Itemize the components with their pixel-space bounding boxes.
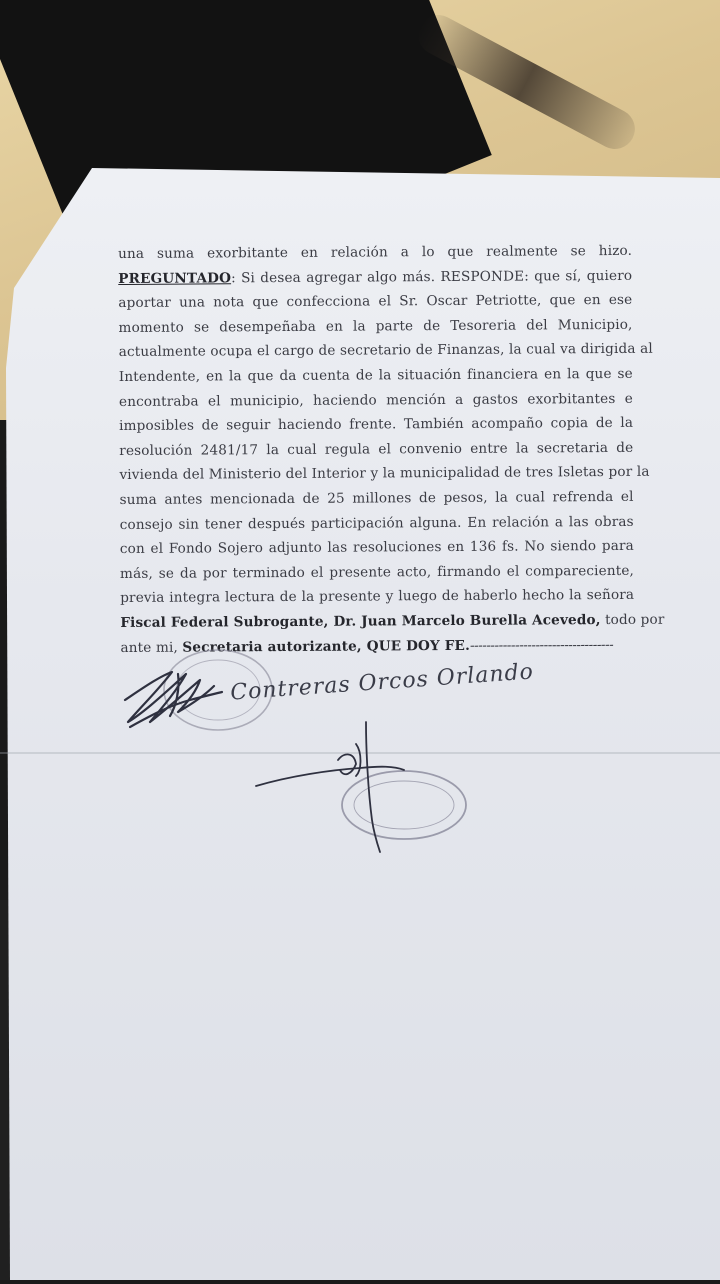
- document-line: [118, 263, 632, 291]
- text-segment: Fiscal Federal Subrogante, Dr. Juan Marcelo Burella Acevedo,: [120, 611, 601, 631]
- text-segment: suma antes mencionada de 25 millones de pesos, la cual refrenda el: [119, 488, 634, 508]
- text-segment: previa integra lectura de la presente y luego de haberlo hecho la señora: [120, 587, 635, 607]
- document-line: [120, 509, 634, 537]
- text-segment: una suma exorbitante en relación a lo que realmente se hizo.: [118, 242, 633, 262]
- document-line: [118, 288, 632, 316]
- text-segment: vivienda del Ministerio del Interior y la municipalidad de tres Isletas por la: [119, 464, 650, 484]
- document-line: [118, 239, 632, 267]
- text-segment: todo por: [600, 611, 665, 628]
- document-line: [119, 411, 633, 439]
- document-line: [120, 583, 634, 611]
- handwritten-signer-name: Contreras Orcos Orlando: [229, 659, 535, 706]
- text-segment: resolución 2481/17 la cual regula el convenio entre la secretaria de: [119, 439, 634, 459]
- document-line: [120, 534, 634, 562]
- text-segment: PREGUNTADO: [118, 269, 232, 287]
- text-segment: -----------------------------------: [469, 636, 614, 654]
- document-line: [120, 485, 634, 513]
- text-segment: imposibles de seguir haciendo frente. También acompaño copia de la: [119, 415, 634, 435]
- text-segment: aportar una nota que confecciona el Sr. Oscar Petriotte, que en ese: [118, 292, 633, 312]
- document-line: [119, 436, 633, 464]
- text-segment: con el Fondo Sojero adjunto las resoluciones en 136 fs. No siendo para: [119, 537, 634, 558]
- text-segment: encontraba el municipio, haciendo mención a gastos exorbitantes e: [118, 390, 634, 410]
- document-line: [118, 313, 632, 341]
- text-segment: ante mi,: [120, 639, 183, 656]
- text-segment: actualmente ocupa el cargo de secretario de Finanzas, la cual va dirigida al: [118, 341, 653, 361]
- text-segment: : Si desea agregar algo más. RESPONDE: que sí, quiero: [231, 267, 633, 286]
- document-line: [118, 337, 653, 365]
- document-line: [120, 632, 634, 660]
- document-body: [118, 239, 665, 660]
- text-segment: momento se desempeñaba en la parte de Tesoreria del Municipio,: [118, 316, 633, 336]
- paper-fold-crease: [0, 752, 720, 754]
- text-segment: consejo sin tener después participación alguna. En relación a las obras: [119, 513, 634, 533]
- document-line: [120, 608, 665, 636]
- document-line: [120, 559, 634, 587]
- document-line: [119, 460, 650, 488]
- document-line: [119, 362, 633, 390]
- text-segment: más, se da por terminado el presente acto, firmando el compareciente,: [119, 562, 635, 582]
- document-line: [119, 386, 633, 414]
- text-segment: Intendente, en la que da cuenta de la situación financiera en la que se: [118, 365, 633, 385]
- text-segment: Secretaria autorizante, QUE DOY FE.: [182, 637, 470, 656]
